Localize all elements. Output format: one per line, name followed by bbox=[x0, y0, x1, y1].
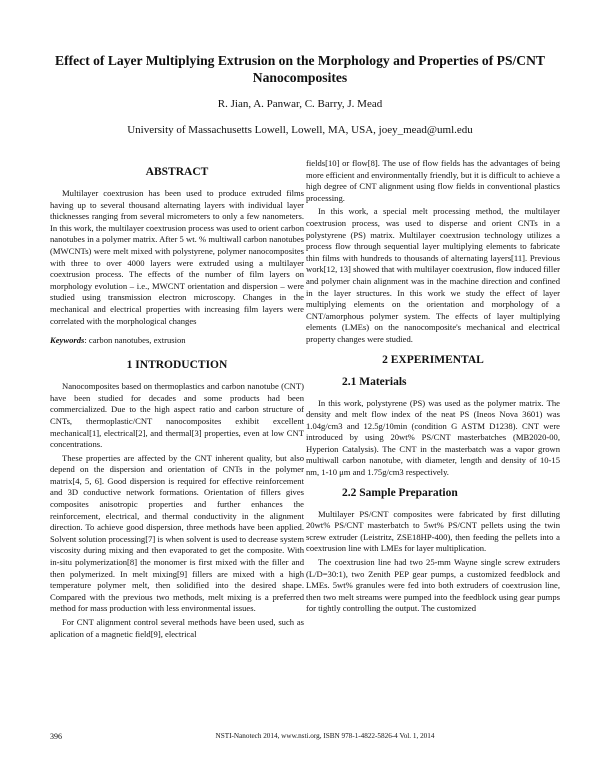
abstract-paragraph: Multilayer coextrusion has been used to produce extruded films having up to several thousand alternating layers with individual layer thicknesses ranging from several micrometers to only a few nanometers. In this work, the multilayer coextrusion process was used to orient carbon nanotubes in a polymer matrix. After 5 wt. % multiwall carbon nanotubes (MWCNTs) were melt mixed with polystyrene, polymer nanocomposites with three to over 4000 layers were extruded using a multilayer coextrusion process. The effects of the number of film layers on morphology evolution – i.e., MWCNT orientation and dispersion – were studied using transmission electron microscopy. Changes in the mechanical and electrical properties with increasing film layers were correlated with the morphological changes bbox=[50, 188, 304, 326]
page-number: 396 bbox=[50, 732, 62, 741]
keywords-line bbox=[50, 335, 304, 345]
keywords-label: Keywords bbox=[50, 335, 85, 346]
materials-heading: 2.1 Materials bbox=[342, 375, 407, 388]
footer-citation: NSTI-Nanotech 2014, www.nsti.org, ISBN 978-1-4822-5826-4 Vol. 1, 2014 bbox=[215, 732, 435, 740]
introduction-paragraph-4: In this work, a special melt processing method, the multilayer coextrusion process, was used to disperse and orient CNTs in a polystyrene (PS) matrix. Multilayer coextrusion technology utilizes a process flow through sequential layer multiplying elements to fabricate thin films with hundreds to thousands of alternating layers[11]. Previous work[12, 13] showed that with multilayer coextrusion, flow induced filler and polymer chain alignment was in the machine direction and confined in the layer structures. In this work we study the effect of layer multiplying elements on the orientation and morphology of a CNT/amorphous polymer system. The effects of layer multiplying elements (LMEs) on the nanocomposite's mechanical and electrical property changes were studied. bbox=[306, 206, 560, 344]
experimental-heading: 2 EXPERIMENTAL bbox=[382, 353, 484, 366]
introduction-continued-paragraph: fields[10] or flow[8]. The use of flow fields has the advantages of being more efficient and environmentally friendly, but it is difficult to achieve a high degree of CNT alignment using flow fields in conventional plastics processing. bbox=[306, 158, 560, 203]
introduction-paragraph-1: Nanocomposites based on thermoplastics and carbon nanotube (CNT) have been studied for decades and some products had been commercialized. Due to the high aspect ratio and carbon structure of CNTs, thermoplastic/CNT nanocomposites exhibit excellent mechanical[1], electrical[2], and thermal[3] properties, even at low CNT concentrations. bbox=[50, 381, 304, 450]
affiliation: University of Massachusetts Lowell, Lowell, MA, USA, joey_mead@uml.edu bbox=[127, 124, 473, 136]
introduction-paragraph-3: For CNT alignment control several methods have been used, such as aplication of a magnetic field[9], electrical bbox=[50, 617, 304, 639]
sample-preparation-heading: 2.2 Sample Preparation bbox=[342, 486, 458, 499]
sample-preparation-paragraph-1: Multilayer PS/CNT composites were fabricated by first dilluting 20wt% PS/CNT masterbatch to 5wt% PS/CNT pellets using the twin screw extruder (Leistritz, ZSE18HP-400), then feeding the pellets into a coextrusion line with LMEs for layer multiplication. bbox=[306, 508, 560, 554]
left-column bbox=[50, 158, 304, 642]
keywords-text: : carbon nanotubes, extrusion bbox=[84, 335, 186, 346]
paper-title: Effect of Layer Multiplying Extrusion on the Morphology and Properties of PS/CNT Nanocomposites bbox=[55, 53, 545, 85]
right-column bbox=[306, 158, 560, 617]
introduction-heading: 1 INTRODUCTION bbox=[126, 359, 228, 372]
materials-paragraph: In this work, polystyrene (PS) was used as the polymer matrix. The density and melt flow index of the neat PS (Ineos Nova 3601) was 1.04g/cm3 and 12.5g/10min (condition G ASTM D1238). CNT were introduced by using 20wt% PS/CNT masterbatches (MB2020-00, Hyperion Catalysis). The CNT in the masterbatch was a vapor grown multiwall carbon nanotube, with diameter, length and density of 10-15 nm, 1-10 μm and 1.75g/cm3 respectively. bbox=[306, 397, 560, 478]
author-list: R. Jian, A. Panwar, C. Barry, J. Mead bbox=[217, 98, 383, 110]
introduction-paragraph-2: These properties are affected by the CNT inherent quality, but also depend on the dispersion and orientation of CNTs in the polymer matrix[4, 5, 6]. Good dispersion is required for effective reinforcement and 3D conductive network formations. Orientation of fillers gives composites anisotropic properties and further enhances the reinforcement, electrical, and thermal conductivity in the alignment direction. To achieve good dispersion, three methods have been applied. Solvent solution processing[7] is when solvent is used to decrease system viscosity during mixing and then evaporated to get the composite. With in-situ polymerization[8] the monomer is first mixed with the filler and then polymerized. In melt mixing[9] fillers are mixed with a high temperature polymer melt, then solidified into the desired shape. Compared with the previous two methods, melt mixing is a preferred method for mass production with less environmental issues. bbox=[50, 452, 304, 614]
sample-preparation-paragraph-2: The coextrusion line had two 25-mm Wayne single screw extruders (L/D=30:1), two Zenith PEP gear pumps, a customized feedblock and LMEs. 5wt% granules were fed into both extruders of coextrusion line, then two melt streams were pumped into the feedblock using gear pumps for tightly controlling the output. The customized bbox=[306, 557, 560, 614]
abstract-heading: ABSTRACT bbox=[145, 166, 209, 178]
